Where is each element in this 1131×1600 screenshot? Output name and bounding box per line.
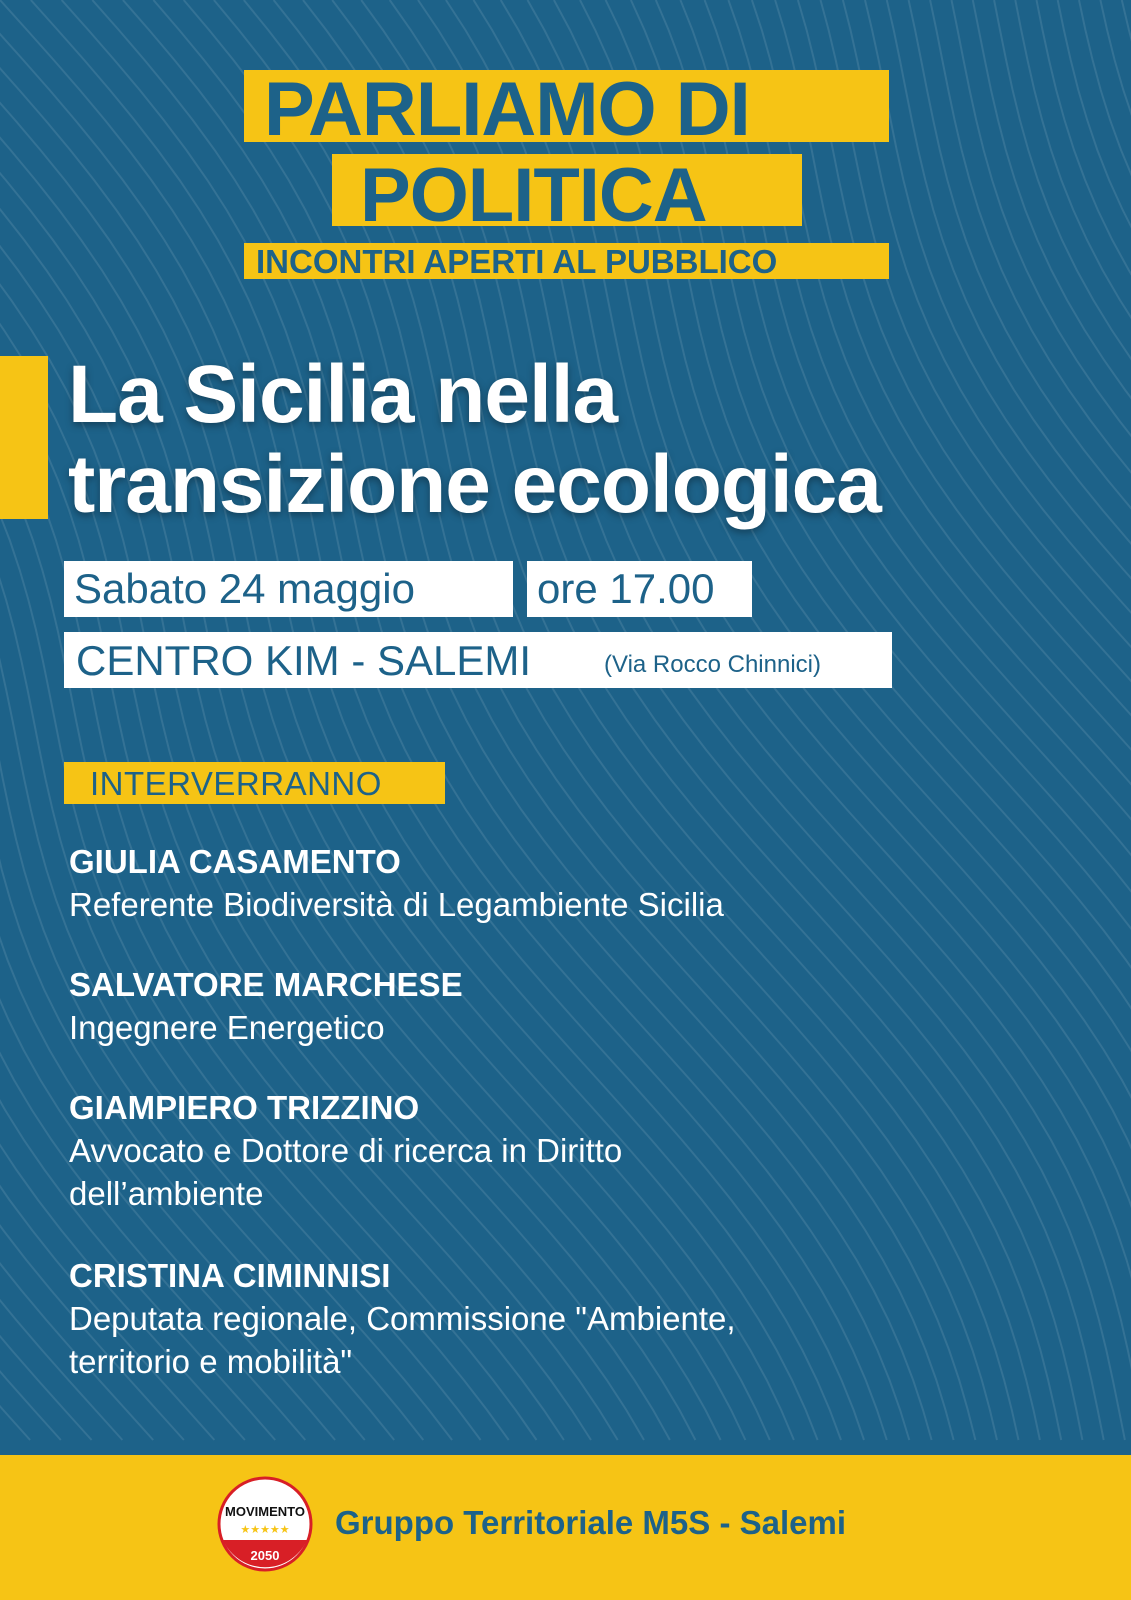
wave-line	[0, 0, 245, 1440]
header-subtitle-band	[244, 243, 889, 279]
speaker-name: CRISTINA CIMINNISI	[69, 1257, 391, 1294]
m5s-logo-icon	[217, 1476, 313, 1572]
time-box	[527, 561, 752, 617]
wave-line	[994, 0, 1131, 1440]
logo-bottom-text: 2050	[250, 1548, 280, 1563]
speaker-role: Ingegnere Energetico	[69, 1009, 385, 1046]
wave-line	[1058, 0, 1131, 1440]
wave-line	[0, 0, 275, 1440]
logo-top-text: MOVIMENTO	[225, 1504, 305, 1519]
speaker-2	[69, 964, 1069, 1049]
speaker-name: GIULIA CASAMENTO	[69, 843, 401, 880]
title-accent-bar	[0, 356, 48, 519]
logo-stars-icon: ★★★★★	[240, 1523, 290, 1536]
speakers-label-band	[64, 762, 445, 804]
event-title	[68, 350, 881, 530]
header-line2: POLITICA	[360, 153, 707, 238]
speaker-3	[69, 1087, 1069, 1215]
speaker-role: Referente Biodiversità di Legambiente Sicilia	[69, 886, 724, 923]
wave-line	[843, 0, 1131, 1440]
header-line2-band	[332, 153, 802, 238]
header-line1-band	[244, 67, 889, 152]
date-box	[64, 561, 513, 617]
place-box	[64, 632, 892, 688]
speaker-name: GIAMPIERO TRIZZINO	[69, 1089, 420, 1126]
wave-line	[887, 0, 1131, 1440]
event-title-line2: transizione ecologica	[68, 439, 881, 530]
wave-line	[0, 0, 122, 1440]
wave-line	[0, 0, 305, 1440]
wave-line	[0, 0, 61, 1440]
speaker-name: SALVATORE MARCHESE	[69, 966, 463, 1003]
speaker-role: Avvocato e Dottore di ricerca in Diritto	[69, 1132, 623, 1169]
speaker-1	[69, 841, 1069, 926]
speaker-role: Deputata regionale, Commissione "Ambiente,	[69, 1300, 736, 1337]
speaker-4	[69, 1255, 1069, 1383]
speaker-role-line2: dell’ambiente	[69, 1175, 264, 1212]
wave-line	[0, 0, 214, 1440]
header-subtitle: INCONTRI APERTI AL PUBBLICO	[256, 243, 778, 280]
event-time: ore 17.00	[537, 565, 715, 612]
wave-line	[0, 0, 335, 1440]
footer-band	[0, 1455, 1131, 1600]
wave-line	[0, 0, 92, 1440]
event-date: Sabato 24 maggio	[74, 565, 415, 612]
event-title-line1: La Sicilia nella	[68, 349, 618, 440]
wave-line	[798, 0, 1131, 1440]
speakers-label: INTERVERRANNO	[90, 765, 382, 802]
header-line1: PARLIAMO DI	[264, 67, 750, 152]
organizer-name: Gruppo Territoriale M5S - Salemi	[335, 1504, 847, 1541]
speaker-role-line2: territorio e mobilità"	[69, 1343, 353, 1380]
event-place: CENTRO KIM - SALEMI	[76, 637, 532, 684]
wave-line	[821, 0, 1131, 1440]
event-address: (Via Rocco Chinnici)	[604, 651, 821, 678]
